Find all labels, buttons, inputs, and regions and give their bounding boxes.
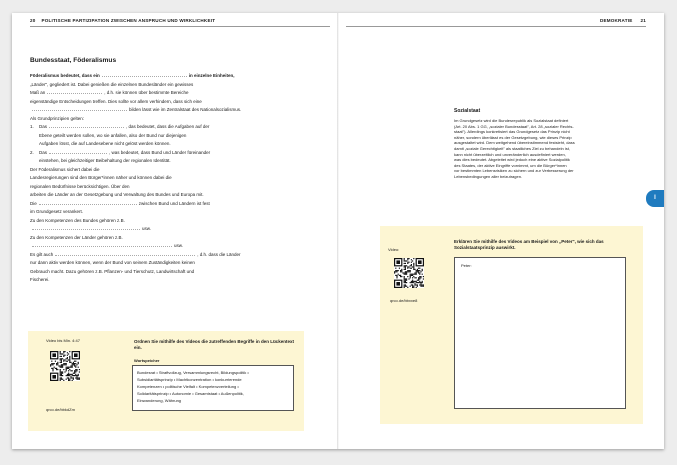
left-running-title: POLITISCHE PARTIZIPATION ZWISCHEN ANSPRUCH UND WIRKLICHKEIT [41, 18, 216, 23]
cloze-text-segment: Zu den Kompetenzen des Bundes gehören z.B. [30, 217, 125, 223]
header-rule-left [30, 26, 330, 27]
cloze-line [30, 276, 276, 285]
cloze-text-segment: Das [39, 124, 48, 129]
section-title-bundesstaat: Bundesstaat, Föderalismus [30, 57, 117, 64]
cloze-line [30, 140, 276, 149]
qr-code-icon[interactable] [50, 351, 80, 381]
cloze-line [30, 72, 276, 81]
cloze-text-segment: regionalen Bedürfnisse berücksichtigen. Über den [30, 183, 130, 189]
sozialstaat-line: Lebensbedingungen aller beizutragen. [454, 173, 523, 179]
left-page-number: 20 [30, 18, 36, 23]
cloze-text-segment: eigenständige Entscheidungen treffen. Dies sollte vor allem verhindern, dass sich eine [30, 98, 202, 104]
cloze-text-segment: bilden lässt wie im Zentralstaat des Nationalsozialismus. [129, 107, 242, 112]
cloze-text-segment: Fischerei. [30, 277, 50, 282]
cloze-text-segment: usw. [174, 243, 184, 248]
section-title-sozialstaat: Sozialstaat [454, 108, 481, 114]
cloze-text-segment: Die [30, 200, 37, 206]
cloze-text-segment: , was bedeutet, dass Bund und Länder füreinander [109, 149, 211, 155]
cloze-gap[interactable] [32, 110, 127, 111]
cloze-text-segment: Ebene geteilt werden sollen, wo sie anfallen, also der Bund nur diejenigen [39, 132, 187, 138]
sozialstaat-line: ausgestaltet wird. Dem weitgehend übereinstimmend festsieht, dass [454, 140, 575, 146]
cloze-line [30, 174, 276, 183]
word-bank-line: Einwanderung, Währung [137, 398, 182, 403]
chapter-tab[interactable]: I [646, 190, 664, 207]
answer-label: Peter: [461, 263, 472, 268]
cloze-gap[interactable] [49, 127, 124, 128]
cloze-line [30, 166, 276, 175]
cloze-text-segment: usw. [142, 226, 152, 231]
sozialstaat-line: näher, sondern überlässt es der Gesetzgebung, wie dieses Prinzip [454, 134, 572, 140]
cloze-text-segment: in einzelne Einheiten, [188, 73, 235, 78]
cloze-text-segment: zwischen Bund und Ländern ist fest [138, 200, 210, 206]
book-spread [12, 13, 664, 449]
task-instruction: Ordnen Sie mithilfe des Videos die zutreffenden Begriffe in den Lückentext ein. [134, 339, 294, 350]
sozialstaat-text [454, 118, 637, 180]
word-bank [132, 365, 294, 411]
cloze-text-segment: Es gilt auch [30, 251, 54, 257]
word-bank-label: Wortspeicher [134, 358, 160, 363]
sozialstaat-line: Im Grundgesetz wird die Bundesrepublik als Sozialstaat definiert [454, 118, 569, 123]
cloze-line [30, 268, 276, 277]
list-number: 2. [30, 149, 34, 155]
cloze-line [30, 157, 276, 166]
right-running-title: DEMOKRATIE [599, 18, 633, 23]
cloze-text-segment: Das [39, 149, 48, 155]
word-bank-line: Kompetenzen • politische Vielfalt • Kompetenzverteilung • [137, 384, 239, 389]
cloze-text-segment: , d.h. dass die Länder [197, 251, 241, 257]
cloze-gap[interactable] [39, 204, 137, 205]
cloze-line [30, 251, 276, 260]
sozialstaat-line: des Staates, der aktive Eingriffe vornimmt, um die Bürger*innen [454, 162, 567, 168]
cloze-gap[interactable] [47, 93, 102, 94]
cloze-line [30, 234, 276, 243]
cloze-line [30, 123, 276, 132]
video-label-right: Video: [388, 247, 400, 252]
cloze-gap[interactable] [32, 229, 140, 230]
cloze-line [30, 191, 276, 200]
cloze-line [30, 217, 276, 226]
cloze-line [30, 89, 276, 98]
cloze-line [30, 81, 276, 90]
cloze-line [30, 98, 276, 107]
sozialstaat-line: vor bestimmten Lebensrisiken zu sichern und zur Verbesserung der [454, 168, 574, 174]
cloze-text-segment: Als Grundprinzipien gelten: [30, 115, 85, 121]
word-bank-line: Solidaritätsprinzip • Autonomie • Gesamtstaat • Außenpolitik, [137, 391, 244, 396]
word-bank-line: Bundesrat • Straftvollzug, Versammlungsrecht, Bildungspolitik • [137, 370, 249, 375]
video-label: Video bis Min. 4:47 [46, 338, 80, 343]
cloze-gap[interactable] [49, 153, 107, 154]
cloze-line [30, 149, 276, 158]
cloze-line [30, 183, 276, 192]
cloze-line [30, 242, 276, 251]
cloze-gap[interactable] [32, 246, 172, 247]
cloze-text-segment: Föderalismus bedeutet, dass ein [30, 73, 100, 78]
cloze-text-segment: einstehen, bei gleichzeitiger Beibehaltung der regionalen Identität. [39, 158, 171, 163]
cloze-text-segment: Zu den Kompetenzen der Länder gehören z.B. [30, 234, 123, 240]
cloze-text-segment: nur dann aktiv werden können, wenn der Bund von seinem Zuständigkeiten keinen [30, 260, 195, 265]
header-right [600, 18, 646, 23]
cloze-line [30, 225, 276, 234]
cloze-line [30, 208, 276, 217]
cloze-text-segment: „Länder", gegliedert ist. Dabei genießen die einzelnen Bundesländer ein gewisses [30, 81, 194, 87]
cloze-text-segment: Der Föderalismus sichert dabei die [30, 166, 100, 172]
cloze-text-segment: Aufgaben lösst, die auf Landesebene nicht gelöst werden können. [39, 141, 171, 146]
sozialstaat-line: staat"). Allerdings konkretisiert das Grundgesetz das Prinzip nicht [454, 129, 570, 135]
cloze-text-segment: , das bedeutet, dass die Aufgaben auf der [126, 124, 210, 129]
right-page-number: 21 [640, 18, 646, 23]
cloze-line [30, 115, 276, 124]
task-box-left [28, 331, 304, 431]
cloze-text-segment: im Grundgesetz verankert. [30, 209, 84, 214]
book-gutter [337, 13, 339, 449]
answer-field[interactable] [454, 257, 626, 409]
cloze-gap[interactable] [102, 76, 187, 77]
word-bank-line: Subsidiaritätsprinzip • Machtkonzentration • konkurrierende [137, 377, 242, 382]
sozialstaat-line: kann nicht überzeitlich und unveränderlich ausdefiniert werden, [454, 151, 566, 157]
cloze-text-segment: , d.h. sie können über bestimmte Bereiche [104, 90, 189, 95]
task-box-right [380, 226, 643, 424]
cloze-text-segment: Landesregierungen sind den Bürger*innen näher und können dabei die [30, 175, 172, 180]
sozialstaat-line: damit „soziale Gerechtigkeit" als staatliches Ziel zu behandeln ist, [454, 145, 570, 151]
qr-url-right: qrco.de/bbxxe8 [390, 298, 418, 303]
task-instruction-peter: Erklären Sie mithilfe des Videos am Beispiel von „Peter", wie sich das Sozialstaatsprinzip auswirkt. [454, 239, 604, 250]
cloze-text [30, 72, 276, 285]
cloze-line [30, 259, 276, 268]
qr-code-icon[interactable] [394, 258, 424, 288]
cloze-line [30, 132, 276, 141]
qr-url: qrco.de/bbkdZm [46, 407, 75, 412]
sozialstaat-line: (Art. 20 Abs. 1 GG, „sozialer Bundesstaat", Art. 28 „sozialer Rechts- [454, 123, 574, 129]
list-number: 1. [30, 124, 34, 129]
cloze-text-segment: Gebrauch macht. Dazu gehören z.B. Pflanzen- und Tierschutz, Landwirtschaft und [30, 268, 195, 274]
cloze-line [30, 200, 276, 209]
cloze-text-segment: Maß an [30, 90, 46, 95]
cloze-text-segment: arbeiten die Länder an der Gesetzgebung und Verwaltung des Bundes und Europa mit. [30, 192, 204, 197]
cloze-line [30, 106, 276, 115]
header-left [30, 18, 215, 23]
cloze-gap[interactable] [55, 255, 195, 256]
sozialstaat-line: was dies bedeutet. Abgeleitet wird jedoch eine aktive Sozialpolitik [454, 157, 570, 163]
header-rule-right [346, 26, 646, 27]
